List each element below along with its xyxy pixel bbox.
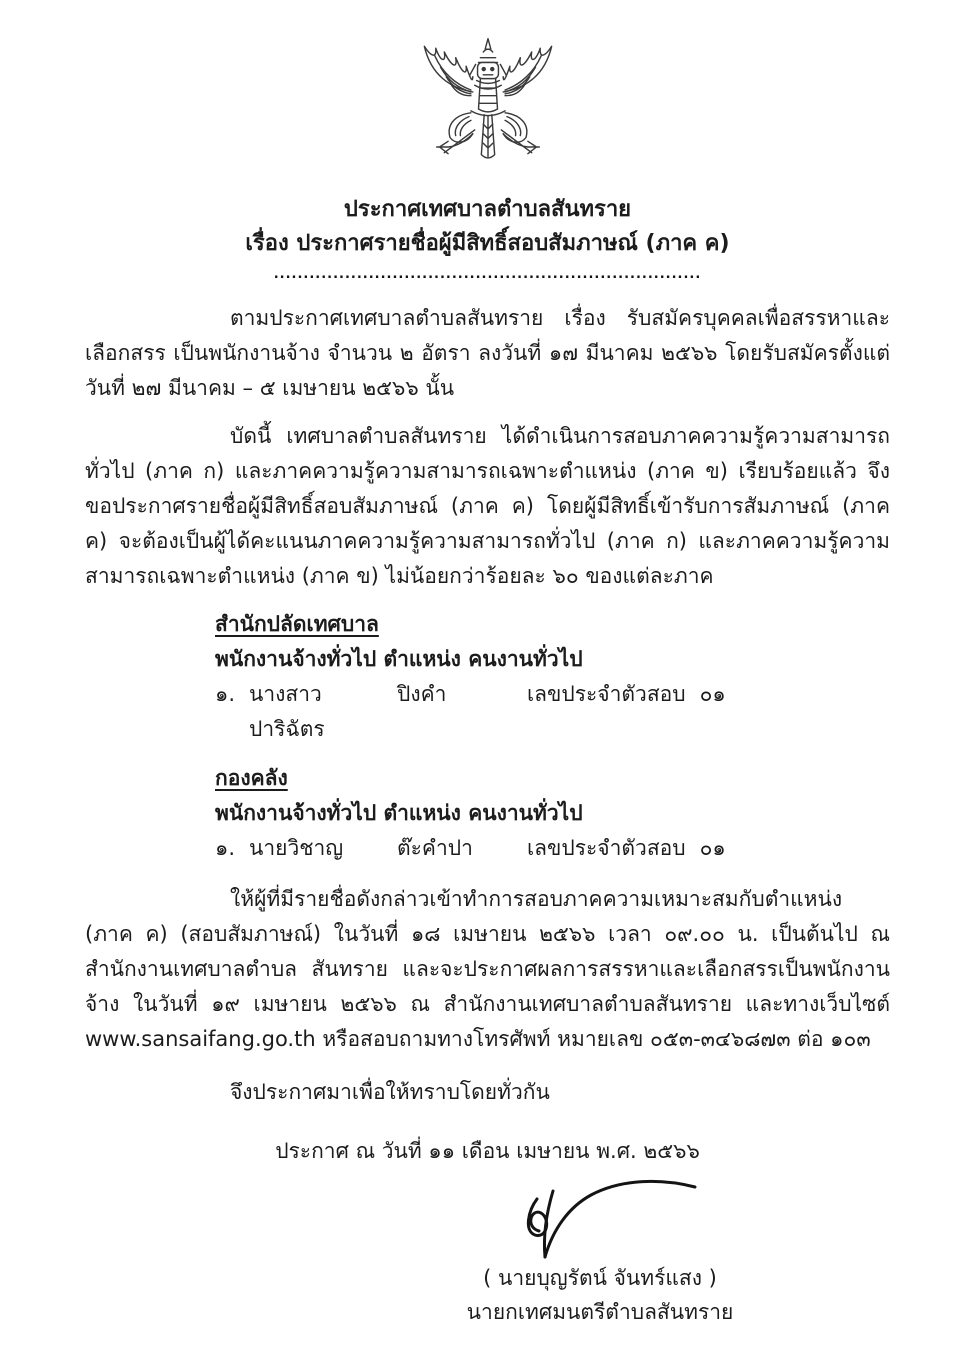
announcement-date: ประกาศ ณ วันที่ ๑๑ เดือน เมษายน พ.ศ. ๒๕๖๖ bbox=[275, 1139, 700, 1163]
candidate-first-name: นายวิชาญ bbox=[249, 836, 344, 860]
paragraph-3: ให้ผู้ที่มีรายชื่อดังกล่าวเข้าทำการสอบภาคความเหมาะสมกับตำแหน่ง (ภาค ค) (สอบสัมภาษณ์) ในวันที่ ๑๘ เมษายน ๒๕๖๖ เวลา ๐๙.๐๐ น. เป็นต้นไป ณ สำนักงานเทศบาลตำบล สันทราย และจะประกาศผลการสรรหาและเลือกสรรเป็นพนักงานจ้าง ในวันที่ ๑๙ เมษายน ๒๕๖๖ ณ สำนักงานเทศบาลตำบลสันทราย และทางเว็บไซต์ www.sansaifang.go.th หรือสอบถามทางโทรศัพท์ หมายเลข ๐๕๓-๓๔๖๘๗๓ ต่อ ๑๐๓ bbox=[85, 887, 890, 1051]
exam-id-label: เลขประจำตัวสอบ bbox=[527, 836, 686, 860]
signer-name: ( นายบุญรัตน์ จันทร์แสง ) bbox=[483, 1266, 717, 1290]
signature-container bbox=[420, 1175, 780, 1261]
section-heading: กองคลัง bbox=[215, 766, 288, 790]
section-finance-division bbox=[215, 761, 890, 866]
exam-id-label: เลขประจำตัวสอบ bbox=[527, 682, 686, 706]
section-office-of-clerk bbox=[215, 607, 890, 747]
document-body-continued bbox=[85, 882, 890, 1057]
candidate-number: ๑. bbox=[215, 682, 236, 706]
garuda-emblem bbox=[412, 33, 564, 185]
candidate-first-name: นางสาวปาริฉัตร bbox=[249, 682, 325, 741]
candidate-last-name: ต๊ะคำปา bbox=[397, 836, 473, 860]
section-subheading: พนักงานจ้างทั่วไป ตำแหน่ง คนงานทั่วไป bbox=[215, 801, 583, 825]
paragraph-1: ตามประกาศเทศบาลตำบลสันทราย เรื่อง รับสมัครบุคคลเพื่อสรรหาและเลือกสรร เป็นพนักงานจ้าง จำนวน ๒ อัตรา ลงวันที่ ๑๗ มีนาคม ๒๕๖๖ โดยรับสมัครตั้งแต่วันที่ ๒๗ มีนาคม – ๕ เมษายน ๒๕๖๖ นั้น bbox=[85, 306, 890, 400]
emblem-container bbox=[85, 33, 890, 185]
candidate-row bbox=[215, 831, 890, 866]
section-subheading: พนักงานจ้างทั่วไป ตำแหน่ง คนงานทั่วไป bbox=[215, 647, 583, 671]
section-heading: สำนักปลัดเทศบาล bbox=[215, 612, 379, 636]
paragraph-2: บัดนี้ เทศบาลตำบลสันทราย ได้ดำเนินการสอบภาคความรู้ความสามารถทั่วไป (ภาค ก) และภาคความรู้ความสามารถเฉพาะตำแหน่ง (ภาค ข) เรียบร้อยแล้ว จึงขอประกาศรายชื่อผู้มีสิทธิ์สอบสัมภาษณ์ (ภาค ค) โดยผู้มีสิทธิ์เข้ารับการสัมภาษณ์ (ภาค ค) จะต้องเป็นผู้ได้คะแนนภาคความรู้ความสามารถทั่วไป (ภาค ก) และภาคความรู้ความสามารถเฉพาะตำแหน่ง (ภาค ข) ไม่น้อยกว่าร้อยละ ๖๐ ของแต่ละภาค bbox=[85, 424, 890, 588]
candidate-number: ๑. bbox=[215, 836, 236, 860]
candidate-row bbox=[215, 677, 890, 747]
closing-statement: จึงประกาศมาเพื่อให้ทราบโดยทั่วกัน bbox=[230, 1080, 550, 1104]
exam-id-value: ๐๑ bbox=[699, 682, 726, 706]
signature-block bbox=[420, 1175, 780, 1329]
dotted-divider: ........................................................................ bbox=[273, 267, 702, 282]
exam-id-value: ๐๑ bbox=[699, 836, 726, 860]
document-body bbox=[85, 301, 890, 594]
announcement-subject: เรื่อง ประกาศรายชื่อผู้มีสิทธิ์สอบสัมภาษณ์ (ภาค ค) bbox=[245, 231, 730, 256]
candidate-last-name: ปิงคำ bbox=[397, 682, 447, 706]
announcement-title: ประกาศเทศบาลตำบลสันทราย bbox=[343, 197, 632, 222]
signer-title: นายกเทศมนตรีตำบลสันทราย bbox=[466, 1300, 734, 1324]
signature bbox=[495, 1177, 705, 1261]
